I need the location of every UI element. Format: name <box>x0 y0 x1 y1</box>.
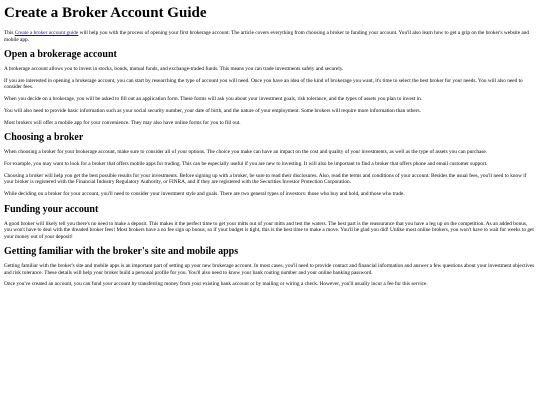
section-site-apps <box>4 246 536 288</box>
intro-suffix: will help you with the process of opening your first brokerage account. The article covers everything from choosing a broker to funding your account. You'll also learn how to get a grip on the broker's website and mobile app. <box>4 30 530 43</box>
paragraph: Getting familiar with the broker's site and mobile apps is an important part of setting up your new brokerage account. In most cases, you'll need to provide contact and financial information and answer a few questions about your investment objectives and risk tolerance. These details will help your broker build a personal profile for you. You'll also need to know your bank routing number and your online banking password. <box>4 263 535 276</box>
section-choosing-broker <box>4 132 536 197</box>
section-heading: Getting familiar with the broker's site and mobile apps <box>4 246 239 258</box>
paragraph: When choosing a broker for your brokerage account, make sure to consider all of your options. The choice you make can have an impact on the cost and quality of your investments, as well as the type of assets you can purchase. <box>4 149 488 156</box>
guide-link[interactable]: Create a broker account guide <box>14 30 79 36</box>
paragraph: When you decide on a brokerage, you will be asked to fill out an application form. These forms will ask you about your investment goals, risk tolerance, and the types of assets you plan to invest in. <box>4 96 423 103</box>
paragraph: A good broker will likely tell you there's no need to make a deposit. This makes it the perfect time to get your mitts out of your mitts and test the waters. The best part is the reassurance that you have a leg up on the competition. As an added bonus, you won't have to deal with the dreaded broker fees! Most brokers have a no fee sign up bonus, so if your budget is tight, this is the best time to make a move. You'll be glad you did! Unlike most online brokers, you won't have to wait for weeks to get your money out of your deposit! <box>4 220 534 240</box>
intro-paragraph <box>4 30 536 43</box>
section-heading: Funding your account <box>4 203 99 215</box>
paragraph: If you are interested in opening a brokerage account, you can start by researching the type of account you will need. Once you have an idea of the kind of brokerage you want, it's time to select the best broker for your needs. You will also need to consider fees. <box>4 77 523 91</box>
intro-prefix: This <box>4 30 15 36</box>
paragraph: Choosing a broker will help you get the best possible results for your investments. Before signing up with a broker, be sure to read their disclosures. Also, read the terms and conditions of your account. Besides the usual fees, you'll need to know if your broker is registered with the Financial Industry Regulatory Authority, or FINRA, and if they are registered with the Securities Investor Protection Corporation. <box>4 172 527 186</box>
paragraph: You will also need to provide basic information such as your social security number, your date of birth, and the nature of your employment. Some brokers will require more information than others. <box>4 107 421 114</box>
paragraph: For example, you may want to look for a broker that offers mobile apps for trading. This can be especially useful if you are new to investing. It will also be important to find a broker that offers phone and email customer support. <box>4 160 488 167</box>
section-heading: Choosing a broker <box>4 132 84 144</box>
section-funding <box>4 204 536 241</box>
paragraph: A brokerage account allows you to invest in stocks, bonds, mutual funds, and exchange-traded funds. This means you can trade investments safely and securely. <box>4 66 344 72</box>
page-title: Create a Broker Account Guide <box>4 5 207 21</box>
section-heading: Open a brokerage account <box>4 49 117 60</box>
paragraph: While deciding on a broker for your account, you'll need to consider your investment style and goals. There are two general types of investors: those who buy and hold, and those who trade. <box>4 191 405 198</box>
section-open-account <box>4 49 536 126</box>
paragraph: Once you've created an account, you can fund your account by transferring money from your existing bank account or by mailing or wiring a check. However, you'll usually incur a fee for this service. <box>4 281 428 288</box>
paragraph: Most brokers will offer a mobile app for your convenience. They may also have online forms for you to fill out. <box>4 119 241 126</box>
